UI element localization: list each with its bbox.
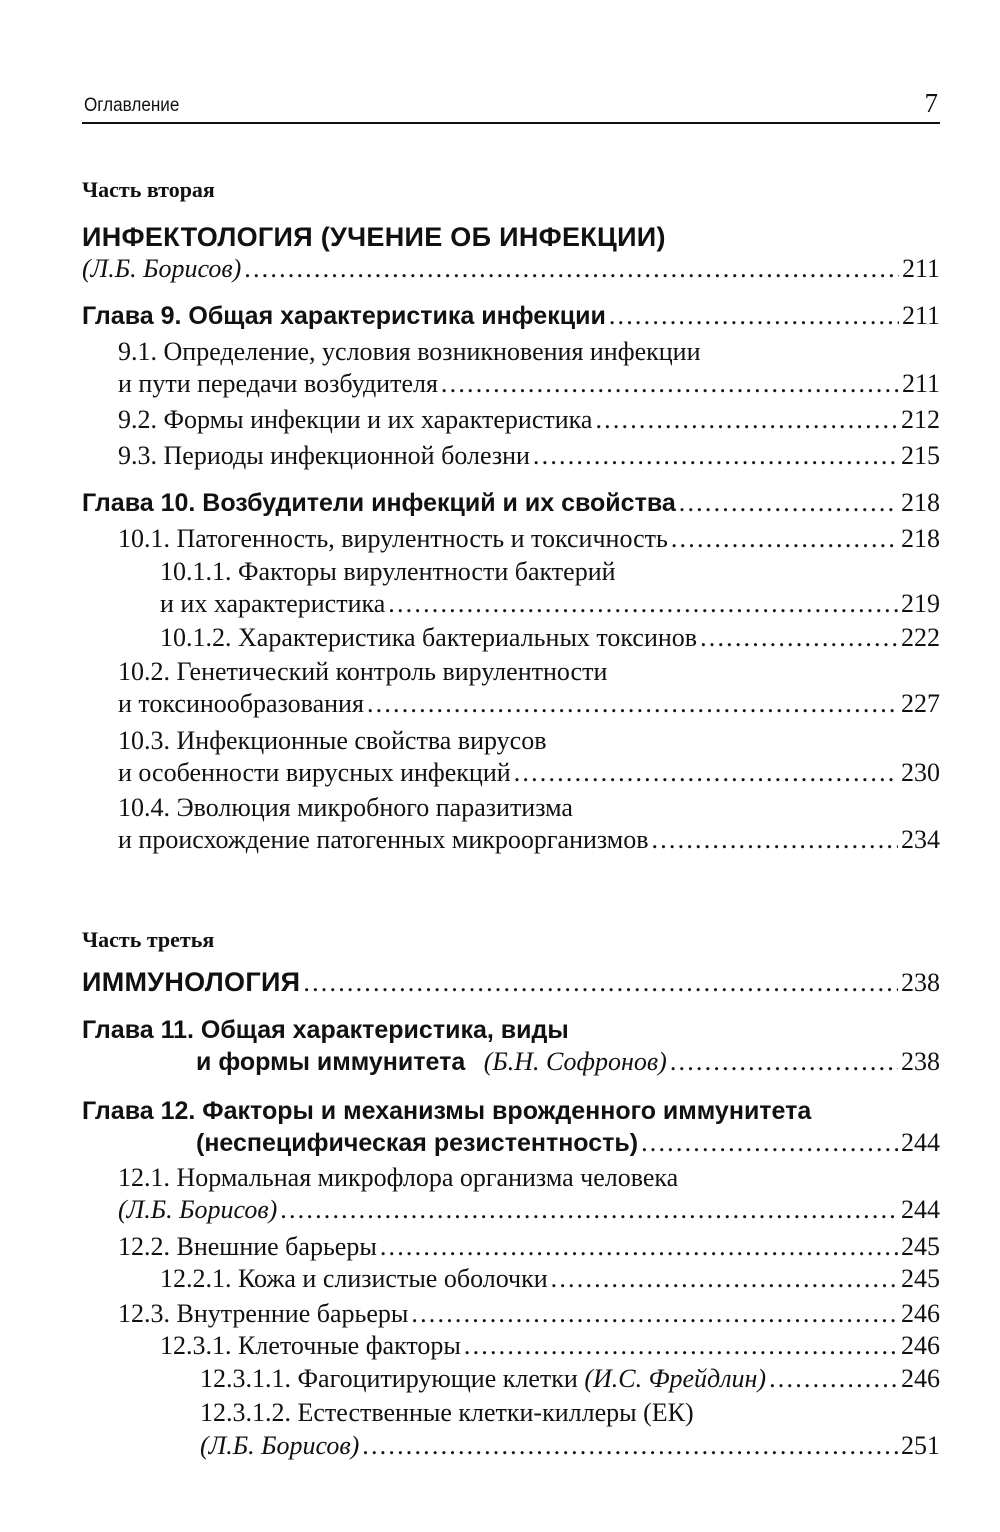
toc-entry-10-1-2[interactable] xyxy=(160,623,940,653)
ch12-s311-author: (И.С. Фрейдлин) xyxy=(584,1364,767,1393)
ch12-s1-author: (Л.Б. Борисов) xyxy=(118,1195,278,1224)
ch12-s31-title: 12.3.1. Клеточные факторы xyxy=(160,1331,461,1360)
ch12-s3-page: 246 xyxy=(901,1299,940,1328)
ch9-s2-title: 9.2. Формы инфекции и их характеристика xyxy=(118,405,593,434)
ch12-s312-line1: 12.3.1.2. Естественные клетки-киллеры (ЕК) xyxy=(200,1398,694,1427)
toc-entry-9-3[interactable] xyxy=(118,441,940,471)
toc-entry-12-3-1-1[interactable] xyxy=(200,1364,940,1394)
ch10-s3-page: 230 xyxy=(901,758,940,787)
ch10-s1-title: 10.1. Патогенность, вирулентность и токсичность xyxy=(118,524,668,553)
ch12-s3-title: 12.3. Внутренние барьеры xyxy=(118,1299,409,1328)
ch12-s21-page: 245 xyxy=(901,1264,940,1293)
ch10-s11-line1: 10.1.1. Факторы вирулентности бактерий xyxy=(160,557,616,586)
ch12-s311-title: 12.3.1.1. Фагоцитирующие клетки xyxy=(200,1364,585,1393)
dot-leader xyxy=(441,369,899,399)
dot-leader xyxy=(595,405,898,435)
dot-leader xyxy=(303,968,898,998)
dot-leader xyxy=(362,1431,898,1461)
toc-entry-12-2-1[interactable] xyxy=(160,1264,940,1294)
dot-leader xyxy=(671,524,898,554)
toc-entry-ch11[interactable] xyxy=(196,1047,940,1077)
ch10-s3-line2: и особенности вирусных инфекций xyxy=(118,758,511,787)
ch10-s4-page: 234 xyxy=(901,825,940,854)
dot-leader xyxy=(367,689,898,719)
ch12-s311-page: 246 xyxy=(901,1364,940,1393)
dot-leader xyxy=(769,1364,898,1394)
dot-leader xyxy=(670,1047,898,1077)
ch10-s2-line2: и токсинообразования xyxy=(118,689,364,718)
ch10-s4-line1: 10.4. Эволюция микробного паразитизма xyxy=(118,793,573,822)
ch11-line1: Глава 11. Общая характеристика, виды xyxy=(82,1016,569,1044)
page-number: 7 xyxy=(924,88,938,118)
ch9-s3-page: 215 xyxy=(901,441,940,470)
dot-leader xyxy=(609,301,899,331)
part3-page: 238 xyxy=(901,968,940,997)
dot-leader xyxy=(388,589,898,619)
toc-entry-10-1[interactable] xyxy=(118,524,940,554)
ch10-title: Глава 10. Возбудители инфекций и их свойства xyxy=(82,489,676,517)
toc-entry-ch9[interactable] xyxy=(82,301,940,331)
dot-leader xyxy=(652,825,898,855)
ch12-page: 244 xyxy=(901,1128,940,1157)
toc-entry-ch12[interactable] xyxy=(196,1128,940,1158)
toc-entry-10-1-1[interactable] xyxy=(160,589,940,619)
toc-entry-12-2[interactable] xyxy=(118,1232,940,1262)
toc-entry-part3[interactable] xyxy=(82,967,940,998)
ch10-s1-page: 218 xyxy=(901,524,940,553)
toc-entry-12-3-1[interactable] xyxy=(160,1331,940,1361)
part2-title: ИНФЕКТОЛОГИЯ (УЧЕНИЕ ОБ ИНФЕКЦИИ) xyxy=(82,222,666,252)
ch10-s4-line2: и происхождение патогенных микроорганизмов xyxy=(118,825,649,854)
part2-page: 211 xyxy=(901,254,940,283)
ch10-s11-page: 219 xyxy=(901,589,940,618)
running-header xyxy=(82,86,940,124)
toc-entry-ch10[interactable] xyxy=(82,488,940,518)
toc-entry-10-4[interactable] xyxy=(118,825,940,855)
part3-label: Часть третья xyxy=(82,927,215,952)
dot-leader xyxy=(514,758,898,788)
dot-leader xyxy=(533,441,898,471)
ch12-s1-page: 244 xyxy=(901,1195,940,1224)
running-header-title: Оглавление xyxy=(84,95,180,116)
ch9-s3-title: 9.3. Периоды инфекционной болезни xyxy=(118,441,530,470)
dot-leader xyxy=(700,623,898,653)
toc-entry-12-3[interactable] xyxy=(118,1299,940,1329)
ch12-s312-author: (Л.Б. Борисов) xyxy=(200,1431,360,1460)
ch11-page: 238 xyxy=(901,1047,940,1076)
toc-entry-12-1[interactable] xyxy=(118,1195,940,1225)
dot-leader xyxy=(380,1232,898,1262)
toc-entry-part2[interactable] xyxy=(82,254,940,284)
dot-leader xyxy=(244,254,899,284)
ch12-s2-title: 12.2. Внешние барьеры xyxy=(118,1232,377,1261)
ch10-s2-page: 227 xyxy=(901,689,940,718)
dot-leader xyxy=(551,1264,898,1294)
ch9-title: Глава 9. Общая характеристика инфекции xyxy=(82,302,606,330)
ch11-author: (Б.Н. Софронов) xyxy=(483,1047,667,1076)
toc-entry-10-2[interactable] xyxy=(118,689,940,719)
toc-entry-9-1[interactable] xyxy=(118,369,940,399)
ch12-s2-page: 245 xyxy=(901,1232,940,1261)
dot-leader xyxy=(464,1331,898,1361)
ch10-s2-line1: 10.2. Генетический контроль вирулентности xyxy=(118,657,608,686)
ch9-s2-page: 212 xyxy=(901,405,940,434)
ch10-s11-line2: и их характеристика xyxy=(160,589,386,618)
ch9-s1-line1: 9.1. Определение, условия возникновения инфекции xyxy=(118,337,701,366)
ch12-s1-line1: 12.1. Нормальная микрофлора организма человека xyxy=(118,1163,679,1192)
ch10-s12-page: 222 xyxy=(901,623,940,652)
dot-leader xyxy=(679,488,898,518)
ch12-s312-page: 251 xyxy=(901,1431,940,1460)
ch12-line2: (неспецифическая резистентность) xyxy=(196,1129,639,1157)
dot-leader xyxy=(280,1195,898,1225)
part2-author: (Л.Б. Борисов) xyxy=(82,254,242,283)
dot-leader xyxy=(411,1299,898,1329)
ch12-s21-title: 12.2.1. Кожа и слизистые оболочки xyxy=(160,1264,548,1293)
ch12-line1: Глава 12. Факторы и механизмы врожденного иммунитета xyxy=(82,1097,812,1125)
toc-entry-9-2[interactable] xyxy=(118,405,940,435)
part2-label: Часть вторая xyxy=(82,177,215,202)
ch12-s31-page: 246 xyxy=(901,1331,940,1360)
toc-entry-10-3[interactable] xyxy=(118,758,940,788)
ch9-s1-line2: и пути передачи возбудителя xyxy=(118,369,438,398)
part3-title: ИММУНОЛОГИЯ xyxy=(82,967,301,997)
toc-entry-12-3-1-2[interactable] xyxy=(200,1431,940,1461)
ch10-s3-line1: 10.3. Инфекционные свойства вирусов xyxy=(118,726,547,755)
ch10-page: 218 xyxy=(901,488,940,517)
ch10-s12-title: 10.1.2. Характеристика бактериальных токсинов xyxy=(160,623,698,652)
dot-leader xyxy=(641,1128,898,1158)
ch9-s1-page: 211 xyxy=(901,369,940,398)
ch11-line2: и формы иммунитета xyxy=(196,1048,466,1076)
ch9-page: 211 xyxy=(901,301,940,330)
